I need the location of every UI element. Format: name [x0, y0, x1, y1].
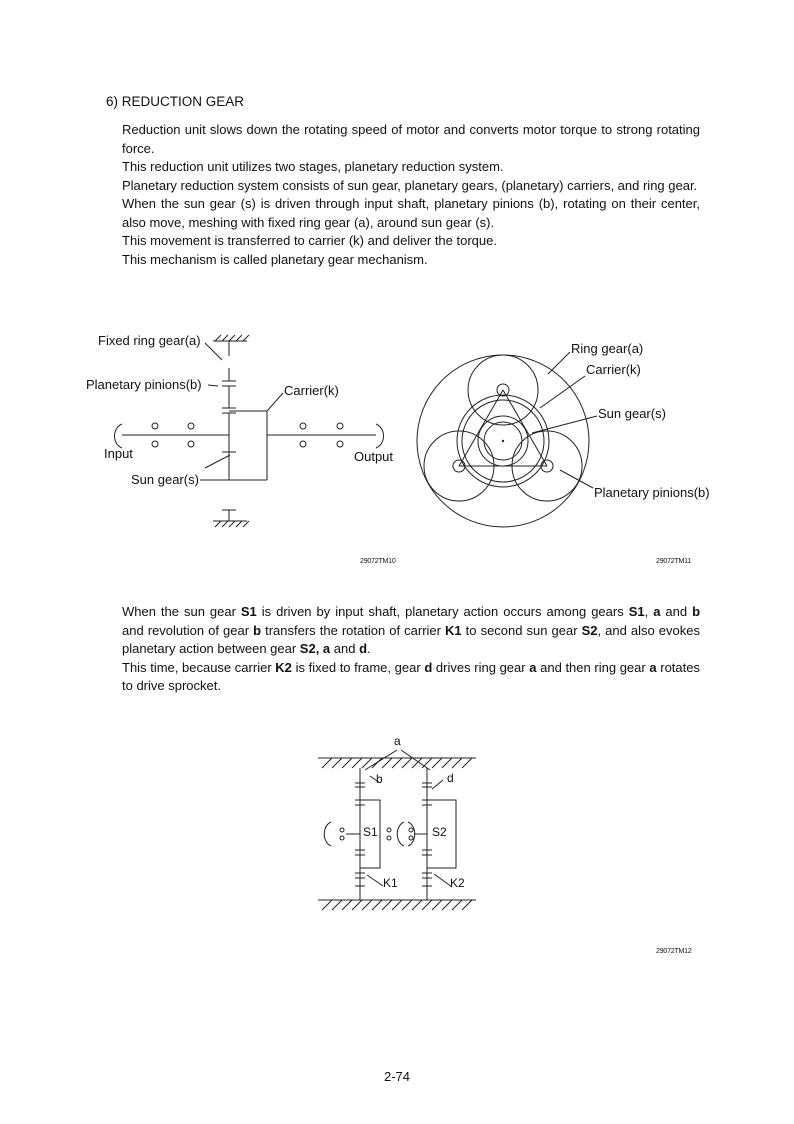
- label-sun-gear-2: Sun gear(s): [598, 406, 666, 421]
- section-heading: 6) REDUCTION GEAR: [106, 94, 245, 109]
- intro-paragraph-1: Reduction unit slows down the rotating speed of motor and converts motor torque to strong rotating force.: [122, 122, 700, 156]
- label-s1: S1: [363, 825, 378, 839]
- stage-text: [122, 603, 700, 696]
- label-carrier: Carrier(k): [284, 383, 339, 398]
- figure2-code: 29072TM11: [656, 558, 692, 565]
- label-a: a: [394, 734, 401, 748]
- intro-paragraph-4: When the sun gear (s) is driven through input shaft, planetary pinions (b), rotating on their center, also move, meshing with fixed ring gear (a), around sun gear (s).: [122, 196, 700, 230]
- figure3-code: 29072TM12: [656, 948, 692, 955]
- label-k2: K2: [450, 876, 465, 890]
- intro-paragraph-2: This reduction unit utilizes two stages, planetary reduction system.: [122, 159, 504, 174]
- frame-top-hatch: [322, 758, 472, 768]
- label-k1: K1: [383, 876, 398, 890]
- label-fixed-ring-gear: Fixed ring gear(a): [98, 333, 201, 348]
- input-rotation-arrow: [115, 424, 123, 448]
- label-ring-gear: Ring gear(a): [571, 341, 644, 356]
- label-carrier-2: Carrier(k): [586, 362, 641, 377]
- frame-bottom-hatch: [322, 900, 472, 910]
- stage-paragraph-2: This time, because carrier K2 is fixed to frame, gear d drives ring gear a and then ring gear a rotates to drive sprocket.: [122, 659, 700, 693]
- label-output: Output: [354, 449, 394, 464]
- label-planetary-pinions-2: Planetary pinions(b): [594, 485, 710, 500]
- label-s2: S2: [432, 825, 447, 839]
- label-b: b: [376, 772, 383, 786]
- label-planetary-pinions: Planetary pinions(b): [86, 377, 202, 392]
- label-sun-gear: Sun gear(s): [131, 472, 199, 487]
- label-input: Input: [104, 446, 133, 461]
- label-d: d: [447, 771, 454, 785]
- figure1-code: 29072TM10: [360, 558, 396, 565]
- intro-paragraph-6: This mechanism is called planetary gear mechanism.: [122, 251, 428, 267]
- output-rotation-arrow: [376, 424, 384, 448]
- fixed-ring-top-hatch: [215, 335, 249, 341]
- intro-paragraph-3: Planetary reduction system consists of sun gear, planetary gears, (planetary) carriers, and ring gear.: [122, 177, 698, 193]
- page-number: 2-74: [383, 1069, 411, 1084]
- intro-paragraph-5: This movement is transferred to carrier (k) and deliver the torque.: [122, 233, 497, 248]
- stage-paragraph-1: When the sun gear S1 is driven by input shaft, planetary action occurs among gears S1, a and b and revolution of gear b transfers the rotation of carrier K1 to second sun gear S2, and also evokes planetary action between gear S2, a and d.: [122, 604, 701, 656]
- carrier-leader: [267, 393, 283, 411]
